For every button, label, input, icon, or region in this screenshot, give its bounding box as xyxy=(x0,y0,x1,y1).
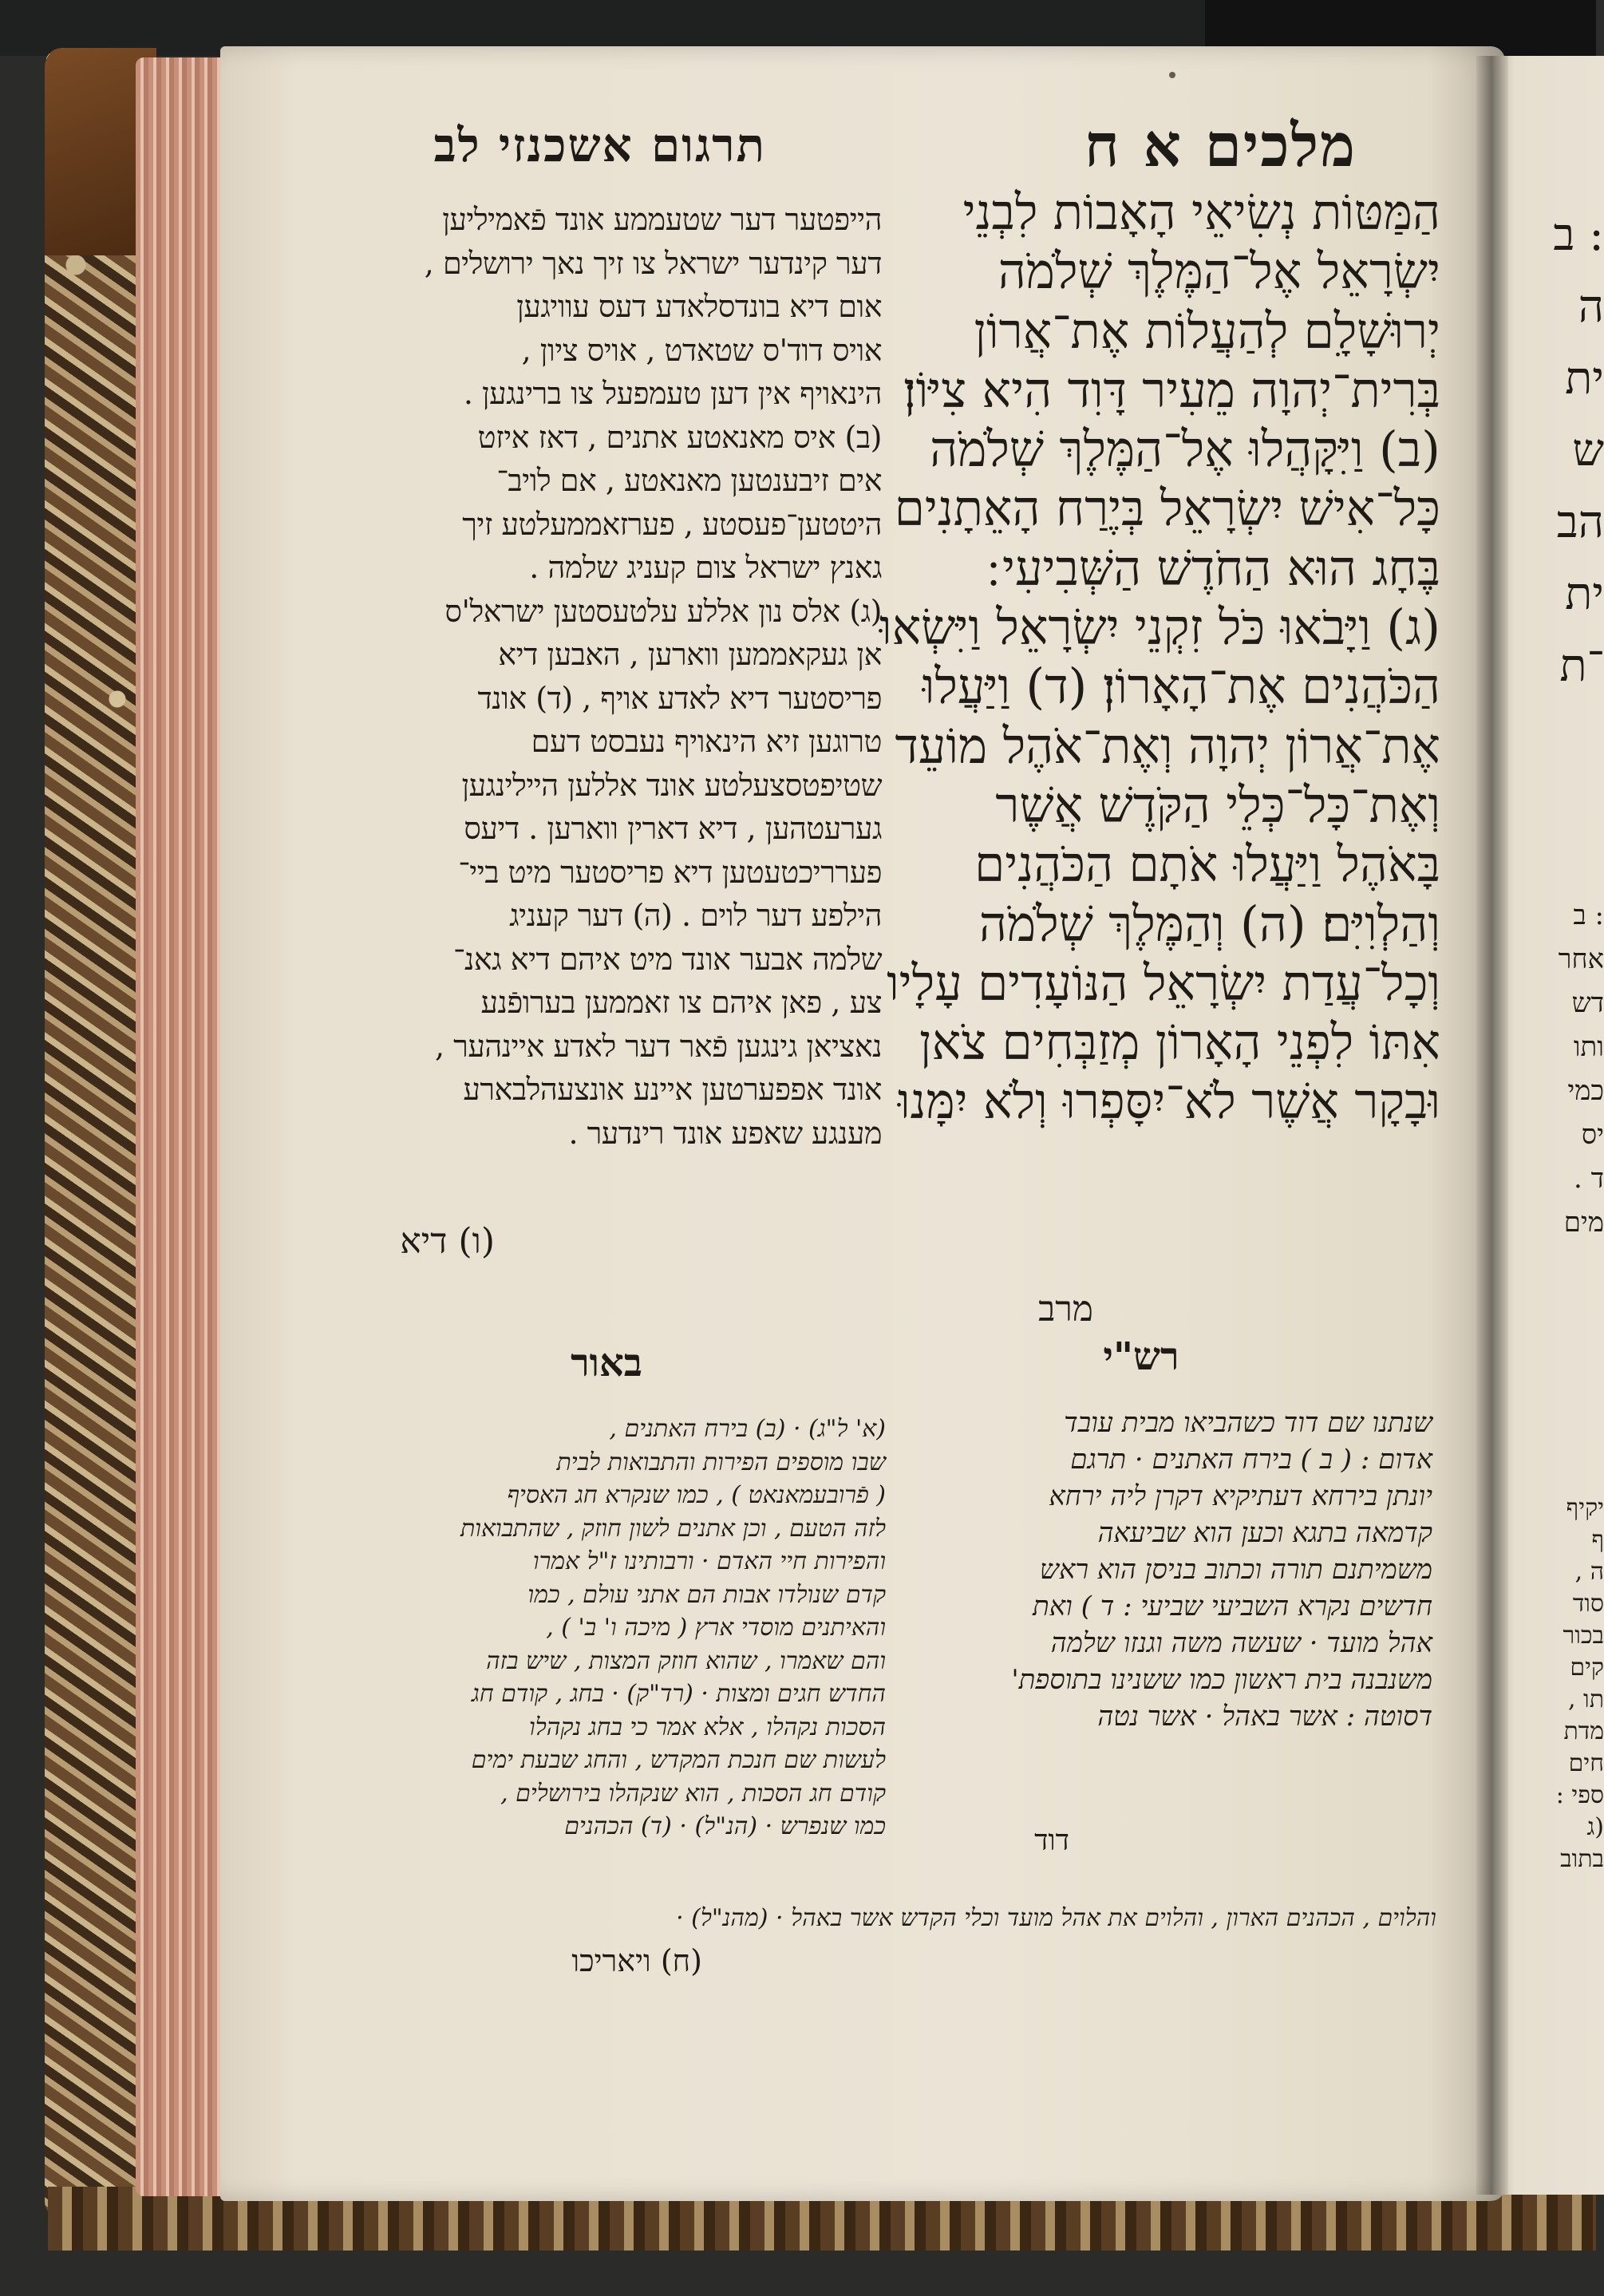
hebrew-text-column xyxy=(879,184,1440,1132)
beur-line: לעשות שם חנכת המקדש , והחג שבעת ימים xyxy=(471,1746,886,1774)
facing-fragment: יקיף xyxy=(1566,1494,1604,1522)
beur-line: והפירות חיי האדם · ורבותינו ז"ל אמרו xyxy=(532,1547,886,1575)
rashi-line: אדום : ( ב ) בירח האתנים · תרגם xyxy=(1070,1444,1432,1476)
hebrew-line: (ג) וַיָּבֹאוּ כֹּל זִקְנֵי יִשְׂרָאֵל וַיִּשְׂאוּ xyxy=(879,599,1440,657)
translation-line: נאציאן גינגען פֿאר דער לאדע איינהער , xyxy=(435,1028,882,1064)
beur-line: לזה הטעם , וכן אתנים לשון חוזק , שהתבואות xyxy=(460,1514,886,1543)
facing-fragment: : ב xyxy=(1573,899,1604,931)
facing-fragment: כמי xyxy=(1567,1075,1604,1107)
rashi-line: שנתנו שם דוד כשהביאו מבית עובד xyxy=(1064,1407,1432,1439)
translation-line: גאנץ ישראל צום קעניג שלמה . xyxy=(529,550,882,585)
translation-line: הילפע דער לוים . (ה) דער קעניג xyxy=(509,898,882,933)
facing-fragment: ש xyxy=(1572,425,1604,476)
facing-fragment: יס xyxy=(1581,1119,1604,1151)
facing-fragment: בכור xyxy=(1563,1622,1604,1650)
rashi-line: משנבנה בית ראשון כמו ששנינו בתוספת' xyxy=(1011,1664,1432,1696)
rashi-catchword: דוד xyxy=(1034,1824,1069,1857)
facing-fragment: אחר xyxy=(1558,943,1604,975)
facing-fragment: ד . xyxy=(1574,1163,1604,1195)
facing-page-upper-text xyxy=(1540,200,1604,702)
translation-catchword: (ו) דיא xyxy=(400,1221,495,1262)
translation-line: צע , פאן איהם צו זאממען בערופֿנע xyxy=(480,985,882,1020)
beur-line: הסכות נקהלו , אלא אמר כי בחג נקהלו xyxy=(529,1713,886,1741)
translation-line: טרוגען זיא הינאויף נעבסט דעם xyxy=(531,724,882,759)
facing-fragment: קים xyxy=(1570,1654,1604,1681)
facing-fragment: ה xyxy=(1578,281,1604,333)
translation-line: פערריכטעטען דיא פריסטער מיט ביי־ xyxy=(458,854,882,890)
hebrew-line: וְכָל־עֲדַת יִשְׂרָאֵל הַנּוֹעָדִים עָלָיו xyxy=(887,954,1440,1012)
ink-spot xyxy=(1169,72,1175,78)
facing-fragment: סוד xyxy=(1572,1590,1604,1618)
rashi-line: יונתן בירחא דעתיקיא דקרן ליה ירחא xyxy=(1049,1480,1432,1512)
hebrew-line: הַכֹּהֲנִים אֶת־הָאָרוֹן׃ (ד) וַיַּעֲלוּ xyxy=(922,658,1440,716)
translation-line: שטיפטסצעלטע אונד אללען היילינגען xyxy=(461,767,882,803)
rashi-line: קדמאה בתגא וכען הוא שביעאה xyxy=(1097,1517,1432,1549)
translation-line: אום דיא בונדסלאדע דעס עוויגען xyxy=(516,289,882,324)
beur-line: כמו שנפרש · (הנ"ל) · (ד) הכהנים xyxy=(564,1812,886,1840)
translation-line: היטטען־פעסטע , פערזאממעלטע זיך xyxy=(462,506,882,542)
beur-line: והאיתנים מוסדי ארץ ( מיכה ו' ב' ) , xyxy=(546,1614,886,1642)
translation-line: פריסטער דיא לאדע אויף , (ד) אונד xyxy=(477,680,882,716)
translation-line: הינאויף אין דען טעמפעל צו ברינגען . xyxy=(463,376,882,411)
rashi-line: חדשים נקרא השביעי שביעי : ד ) ואת xyxy=(1033,1591,1432,1622)
beur-line: קדם שנולדו אבות הם אתני עולם , כמו xyxy=(527,1580,886,1609)
translation-line: (ב) איס מאנאטע אתנים , דאז איזט xyxy=(477,419,882,455)
facing-fragment: ה , xyxy=(1574,1558,1604,1586)
hebrew-line: אֶת־אֲרוֹן יְהוָה וְאֶת־אֹהֶל מוֹעֵד xyxy=(895,717,1440,775)
translation-line: דער קינדער ישראל צו זיך נאך ירושלים , xyxy=(424,245,882,281)
beur-title: באור xyxy=(571,1341,642,1385)
beur-catchword: (ח) ויאריכו xyxy=(571,1943,702,1978)
hebrew-line: וְאֶת־כָּל־כְּלֵי הַקֹּדֶשׁ אֲשֶׁר xyxy=(995,777,1440,834)
facing-fragment: חים xyxy=(1568,1749,1604,1777)
book-cover-marbled xyxy=(45,48,148,2219)
translation-line: אים זיבענטען מאנאטע , אם לויב־ xyxy=(496,463,882,498)
translation-line: שלמה אבער אונד מיט איהם דיא גאנ־ xyxy=(452,941,882,977)
hebrew-line: יְרוּשָׁלָ͏ִם לְהַעֲלוֹת אֶת־אֲרוֹן xyxy=(974,302,1440,360)
hebrew-line: בָּאֹהֶל וַיַּעֲלוּ אֹתָם הַכֹּהֲנִים xyxy=(974,836,1440,894)
hebrew-line: וְהַלְוִיִּם׃ (ה) וְהַמֶּלֶךְ שְׁלֹמֹה xyxy=(978,895,1440,953)
translation-line: אונד אפפערטען איינע אונצעהלבארע xyxy=(463,1072,882,1107)
hebrew-line: בֶּחָג הוּא הַחֹדֶשׁ הַשְּׁבִיעִי ׃ xyxy=(986,539,1440,597)
translation-line: (ג) אלס נון אללע עלטעסטען ישראל'ס xyxy=(444,593,882,629)
hebrew-line: וּבָקָר אֲשֶׁר לֹא־יִסָּפְרוּ וְלֹא יִמָּנוּ xyxy=(898,1073,1440,1131)
beur-line: קודם חג הסכות , הוא שנקהלו בירושלים , xyxy=(500,1779,886,1808)
facing-fragment: תו , xyxy=(1567,1685,1604,1713)
facing-page-bottom-text xyxy=(1532,1492,1604,1875)
hebrew-catchword: מרב xyxy=(1038,1289,1093,1330)
facing-fragment: : ב xyxy=(1553,209,1604,261)
gutter-shadow xyxy=(1476,56,1508,2195)
hebrew-line: יִשְׂרָאֵל אֶל־הַמֶּלֶךְ שְׁלֹמֹה xyxy=(998,243,1440,301)
rashi-title: רש"י xyxy=(1103,1334,1179,1379)
beur-line: החדש חגים ומצות · (רד"ק) · בחג , קודם חג xyxy=(471,1680,886,1708)
beur-line: והם שאמרו , שהוא חוזק המצות , שיש בזה xyxy=(486,1646,886,1675)
hebrew-line: בְּרִית־יְהוָה מֵעִיר דָּוִד הִיא צִיּוֹן׃ xyxy=(903,362,1440,419)
facing-fragment: הב xyxy=(1556,496,1604,548)
running-head-left: תרגום אשכנזי לב xyxy=(433,118,766,172)
beur-line: שבו מוספים הפירות והתבואות לבית xyxy=(556,1448,886,1476)
facing-fragment: ית xyxy=(1565,353,1604,405)
facing-fragment: ף xyxy=(1591,1526,1604,1554)
rashi-line: אהל מועד · שעשה משה וגנזו שלמה xyxy=(1050,1627,1432,1659)
facing-fragment: (ג xyxy=(1586,1813,1604,1841)
rashi-line: דסוטה : אשר באהל · אשר נטה xyxy=(1097,1701,1432,1733)
facing-fragment: מדת xyxy=(1563,1717,1604,1745)
translation-line: אן געקאממען ווארען , האבען דיא xyxy=(498,637,882,672)
beur-bottom-line: והלוים , הכהנים הארון , והלוים את אהל מועד וכלי הקדש אשר באהל · (מהנ"ל) · xyxy=(676,1904,1436,1932)
facing-fragment: ית xyxy=(1565,568,1604,620)
beur-line: (א' ל"ג) · (ב) בירח האתנים , xyxy=(609,1415,886,1443)
hebrew-line: הַמַּטּוֹת נְשִׂיאֵי הָאָבוֹת לִבְנֵי xyxy=(962,184,1440,241)
facing-fragment: ותו xyxy=(1573,1031,1604,1063)
facing-fragment: ספי : xyxy=(1555,1781,1604,1809)
rashi-commentary xyxy=(914,1405,1432,1735)
translation-line: גערעטהען , דיא דארין ווארען . דיעס xyxy=(464,811,882,846)
running-head-right: מלכים א ח xyxy=(1084,112,1357,180)
facing-page-lower-text xyxy=(1536,894,1604,1245)
facing-fragment: דש xyxy=(1571,987,1604,1019)
translation-line: הייפטער דער שטעממע אונד פֿאמיליען xyxy=(442,202,882,237)
facing-fragment: ־ת xyxy=(1559,640,1604,692)
facing-fragment: מים xyxy=(1563,1207,1604,1239)
hebrew-line: כָּל־אִישׁ יִשְׂרָאֵל בְּיֶרַח הָאֵתָנִים xyxy=(894,480,1440,538)
translation-line: אויס דוד'ס שטאדט , אויס ציון , xyxy=(521,332,882,368)
beur-line: ( פֿרובעמאנאט ) , כמו שנקרא חג האסיף xyxy=(507,1481,886,1509)
translation-column xyxy=(343,198,882,1155)
rashi-line: משמיתנם תורה וכתוב בניסן הוא ראש xyxy=(1039,1554,1432,1586)
facing-fragment: בתוב xyxy=(1560,1845,1604,1873)
hebrew-line: (ב) וַיִּקָּהֲלוּ אֶל־הַמֶּלֶךְ שְׁלֹמֹה xyxy=(930,421,1440,479)
hebrew-line: אִתּוֹ לִפְנֵי הָאָרוֹן מְזַבְּחִים צֹאן xyxy=(919,1014,1440,1072)
translation-line: מענגע שאפע אונד רינדער . xyxy=(568,1115,882,1151)
beur-commentary xyxy=(335,1413,886,1844)
